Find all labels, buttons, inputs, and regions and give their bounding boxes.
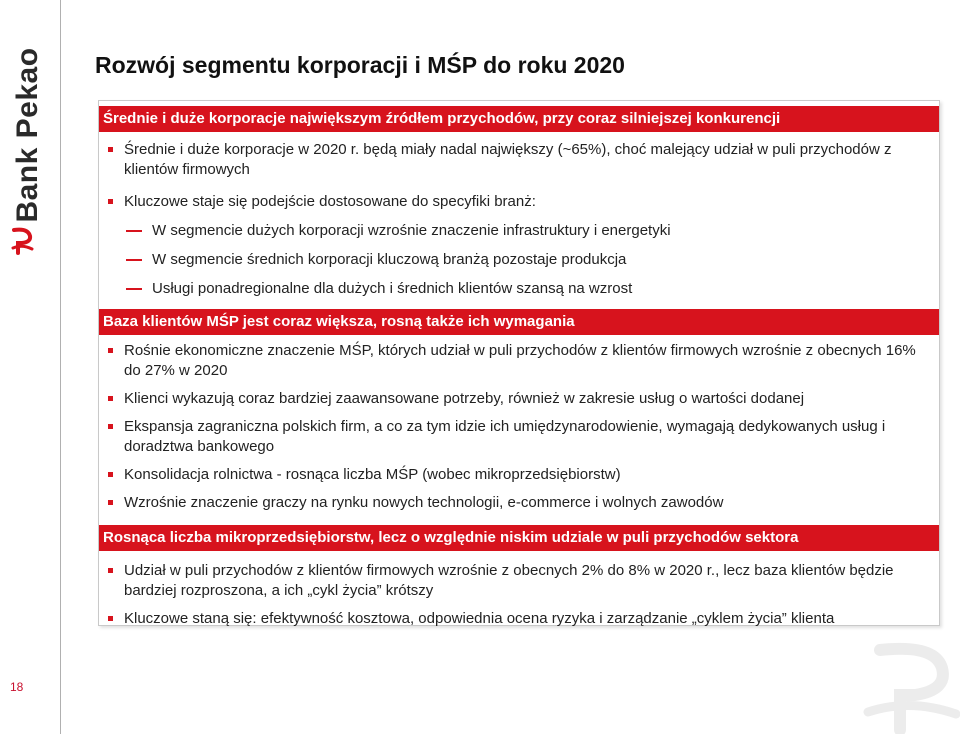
sub-list-item: [106, 250, 935, 270]
sub-list-item-text: W segmencie średnich korporacji kluczową branżą pozostaje produkcja: [152, 251, 627, 268]
logo-text: Bank Pekao: [11, 47, 44, 223]
bullet-square-icon: [108, 396, 113, 401]
list-item-text: Konsolidacja rolnictwa - rosnąca liczba MŚP (wobec mikroprzedsiębiorstw): [124, 466, 621, 483]
list-item: [106, 341, 935, 381]
bullet-square-icon: [108, 472, 113, 477]
list-item: [106, 192, 935, 212]
list-item-text: Średnie i duże korporacje w 2020 r. będą miały nadal największy (~65%), choć malejący udział w puli przychodów z klientów firmowych: [124, 141, 892, 178]
dash-icon: [126, 230, 142, 232]
section-corporates-items: [99, 140, 939, 299]
dash-icon: [126, 288, 142, 290]
list-item-text: Kluczowe staje się podejście dostosowane do specyfiki branż:: [124, 193, 536, 210]
bullet-square-icon: [108, 348, 113, 353]
bank-logo: [0, 30, 56, 240]
bullet-square-icon: [108, 500, 113, 505]
list-item: [106, 417, 935, 457]
bullet-square-icon: [108, 424, 113, 429]
list-item: [106, 609, 935, 629]
dash-icon: [126, 259, 142, 261]
section-header-corporates: Średnie i duże korporacje największym źródłem przychodów, przy coraz silniejszej konkurencji: [99, 106, 939, 132]
bullet-square-icon: [108, 147, 113, 152]
sub-list-item: [106, 221, 935, 241]
list-item-text: Klienci wykazują coraz bardziej zaawansowane potrzeby, również w zakresie usług o wartości dodanej: [124, 390, 805, 407]
bullet-square-icon: [108, 568, 113, 573]
section-micro-items: [99, 561, 939, 629]
content-box: [98, 100, 940, 626]
sub-list-item-text: Usługi ponadregionalne dla dużych i średnich klientów szansą na wzrost: [152, 280, 633, 297]
left-divider: [60, 0, 61, 734]
list-item: [106, 465, 935, 485]
bullet-square-icon: [108, 199, 113, 204]
list-item: [106, 561, 935, 601]
watermark-icon: [860, 640, 960, 734]
section-header-sme: Baza klientów MŚP jest coraz większa, rosną także ich wymagania: [99, 309, 939, 335]
section-sme-items: [99, 341, 939, 513]
sub-list-item: [106, 279, 935, 299]
list-item-text: Rośnie ekonomiczne znaczenie MŚP, których udział w puli przychodów z klientów firmowych wzrośnie z obecnych 16% do 27% w 2020: [124, 342, 916, 379]
list-item-text: Kluczowe staną się: efektywność kosztowa, odpowiednia ocena ryzyka i zarządzanie „cyklem życia” klienta: [124, 610, 835, 627]
list-item: [106, 140, 935, 180]
page-title: Rozwój segmentu korporacji i MŚP do roku 2020: [95, 52, 625, 78]
section-header-micro: Rosnąca liczba mikroprzedsiębiorstw, lecz o względnie niskim udziale w puli przychodów sektora: [99, 525, 939, 551]
list-item-text: Wzrośnie znaczenie graczy na rynku nowych technologii, e-commerce i wolnych zawodów: [124, 494, 724, 511]
page-number: 18: [10, 680, 24, 694]
list-item: [106, 493, 935, 513]
pekao-mark-icon: [10, 226, 36, 256]
list-item-text: Udział w puli przychodów z klientów firmowych wzrośnie z obecnych 2% do 8% w 2020 r., lecz baza klientów będzie bardziej rozproszona, a ich „cykl życia” krótszy: [124, 562, 894, 599]
sub-list-item-text: W segmencie dużych korporacji wzrośnie znaczenie infrastruktury i energetyki: [152, 222, 671, 239]
list-item: [106, 389, 935, 409]
bullet-square-icon: [108, 616, 113, 621]
list-item-text: Ekspansja zagraniczna polskich firm, a co za tym idzie ich umiędzynarodowienie, wymagają dedykowanych usług i doradztwa bankowego: [124, 418, 886, 455]
